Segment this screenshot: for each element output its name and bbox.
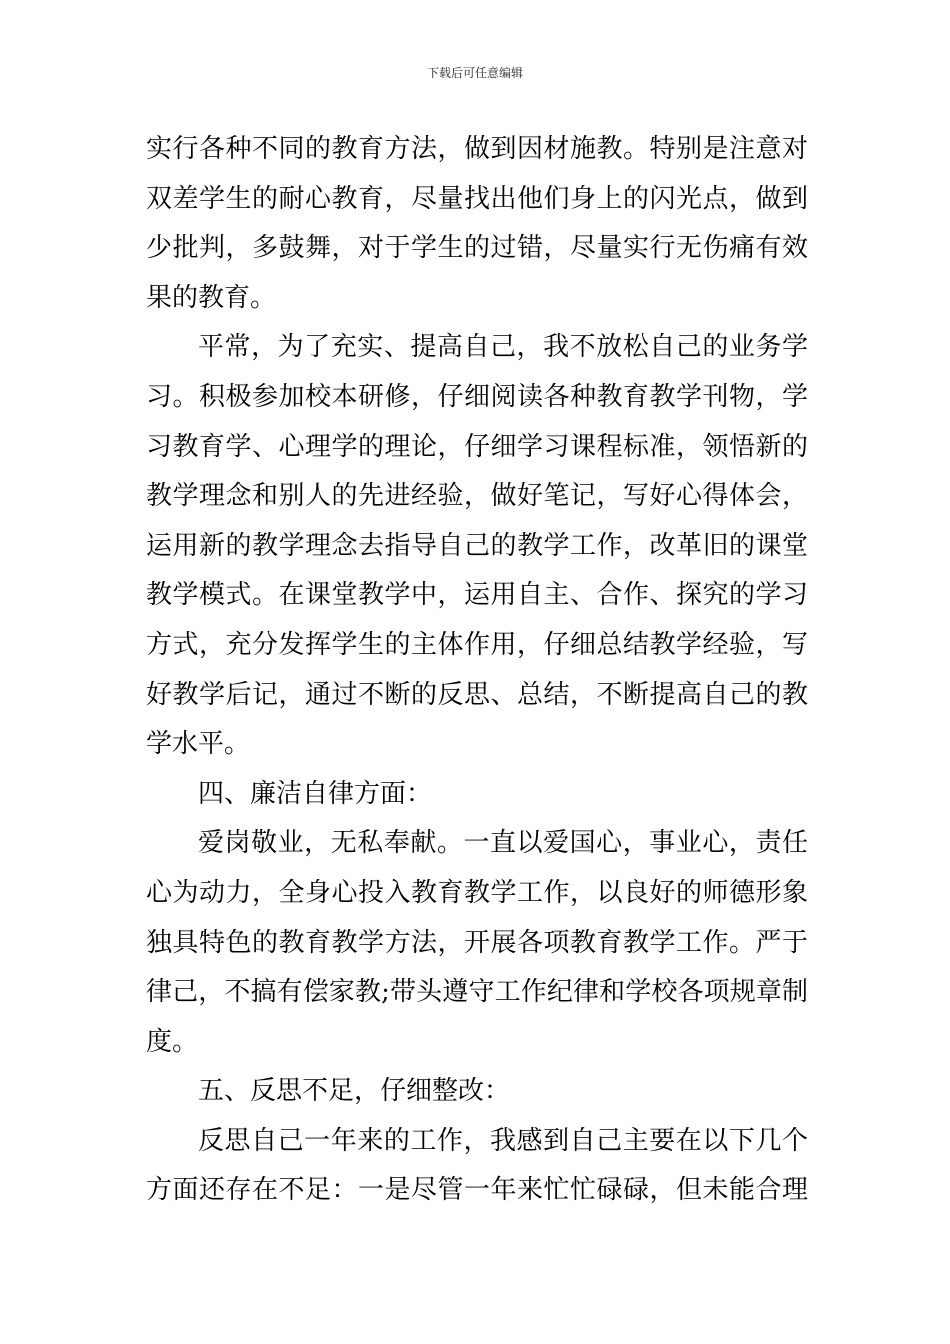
text-line: 果的教育。 bbox=[146, 282, 277, 313]
text-line: 五、反思不足，仔细整改： bbox=[198, 1076, 511, 1107]
text-line: 平常，为了充实、提高自己，我不放松自己的业务学 bbox=[198, 332, 808, 363]
text-line: 律己，不搞有偿家教;带头遵守工作纪律和学校各项规章制 bbox=[146, 977, 808, 1008]
text-line: 反思自己一年来的工作，我感到自己主要在以下几个 bbox=[198, 1125, 808, 1156]
text-line: 教学理念和别人的先进经验，做好笔记，写好心得体会， bbox=[146, 481, 808, 512]
text-line: 教学模式。在课堂教学中，运用自主、合作、探究的学习 bbox=[146, 580, 808, 611]
text-line: 度。 bbox=[146, 1026, 199, 1057]
text-line: 方面还存在不足：一是尽管一年来忙忙碌碌，但未能合理 bbox=[146, 1175, 808, 1206]
text-line: 爱岗敬业，无私奉献。一直以爱国心，事业心，责任 bbox=[198, 828, 808, 859]
text-line: 好教学后记，通过不断的反思、总结，不断提高自己的教 bbox=[146, 679, 808, 710]
text-line: 心为动力，全身心投入教育教学工作，以良好的师德形象 bbox=[146, 877, 808, 908]
text-line: 四、廉洁自律方面： bbox=[198, 778, 433, 809]
text-line: 习。积极参加校本研修，仔细阅读各种教育教学刊物，学 bbox=[146, 381, 808, 412]
text-line: 独具特色的教育教学方法，开展各项教育教学工作。严于 bbox=[146, 927, 808, 958]
page-header: 下载后可任意编辑 bbox=[426, 66, 523, 80]
text-line: 方式，充分发挥学生的主体作用，仔细总结教学经验，写 bbox=[146, 629, 808, 660]
text-line: 习教育学、心理学的理论，仔细学习课程标准，领悟新的 bbox=[146, 431, 808, 462]
text-line: 运用新的教学理念去指导自己的教学工作，改革旧的课堂 bbox=[146, 530, 808, 561]
text-line: 学水平。 bbox=[146, 729, 251, 760]
text-line: 少批判，多鼓舞，对于学生的过错，尽量实行无伤痛有效 bbox=[146, 233, 808, 264]
text-line: 实行各种不同的教育方法，做到因材施教。特别是注意对 bbox=[146, 134, 808, 164]
body-text bbox=[146, 125, 808, 1216]
text-line: 双差学生的耐心教育，尽量找出他们身上的闪光点，做到 bbox=[146, 183, 808, 214]
